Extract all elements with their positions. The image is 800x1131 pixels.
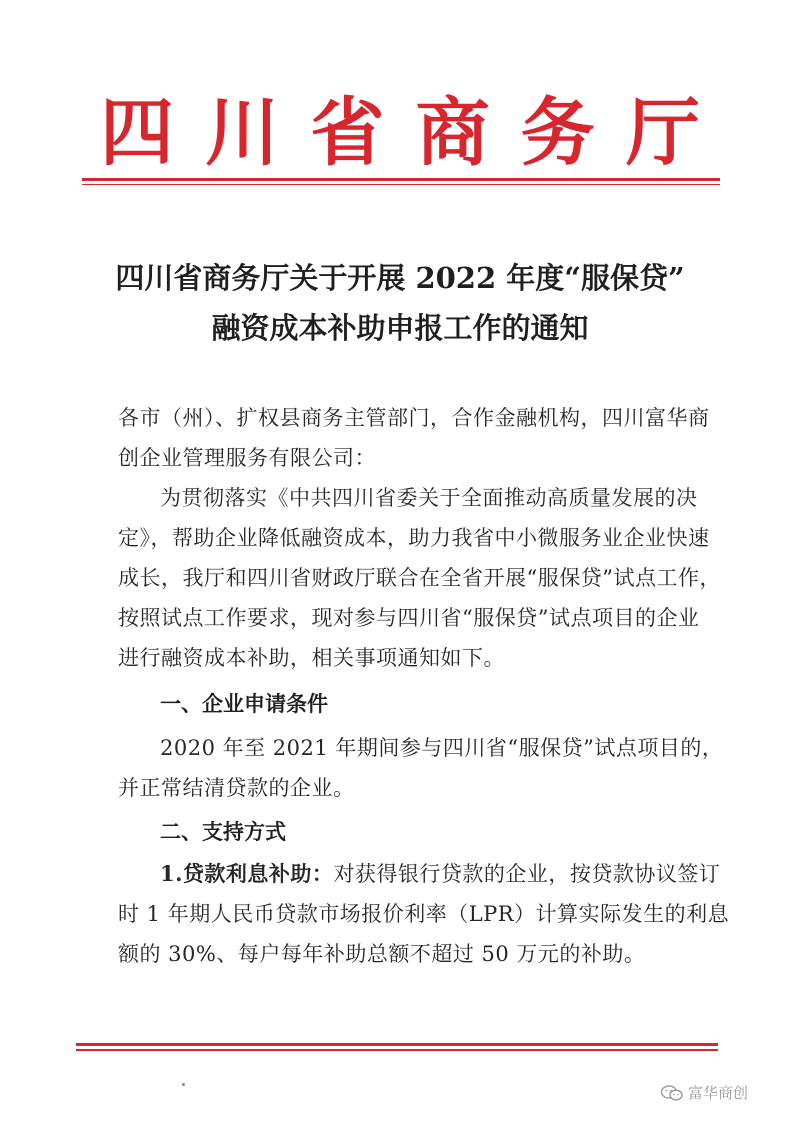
document-title-line-1: 四川省商务厅关于开展 2022 年度“服保贷” <box>115 261 685 295</box>
masthead-char: 商 <box>415 90 490 176</box>
watermark-text: 富华商创 <box>688 1084 749 1102</box>
masthead-char: 务 <box>520 90 595 176</box>
intro-line-4: 按照试点工作要求，现对参与四川省“服保贷”试点项目的企业 <box>118 606 700 630</box>
intro-line-1: 为贯彻落实《中共四川省委关于全面推动高质量发展的决 <box>160 486 698 510</box>
masthead-divider <box>82 178 720 188</box>
section-1-heading: 一、企业申请条件 <box>160 691 328 716</box>
item-1-line-1 <box>160 858 720 888</box>
masthead-char: 四 <box>100 90 174 176</box>
intro-line-3: 成长，我厅和四川省财政厅联合在全省开展“服保贷”试点工作， <box>118 566 721 590</box>
item-1-line-3: 额的 30%、每户每年补助总额不超过 50 万元的补助。 <box>118 942 646 966</box>
section-1-line-2: 并正常结清贷款的企业。 <box>118 776 355 800</box>
item-1-label: 1.贷款利息补助： <box>160 861 334 886</box>
masthead-char: 厅 <box>625 90 700 176</box>
intro-line-2: 定》，帮助企业降低融资成本，助力我省中小微服务业企业快速 <box>118 526 710 550</box>
agency-masthead <box>100 88 700 178</box>
section-1-line-1: 2020 年至 2021 年期间参与四川省“服保贷”试点项目的， <box>160 736 724 760</box>
masthead-char: 川 <box>205 90 280 176</box>
addressee-line-2: 创企业管理服务有限公司： <box>118 446 376 470</box>
item-1-line-1-text: 对获得银行贷款的企业，按贷款协议签订 <box>333 862 721 886</box>
wechat-icon <box>660 1084 684 1102</box>
scan-speck <box>182 1083 185 1086</box>
footer-divider <box>76 1043 718 1055</box>
section-2-heading: 二、支持方式 <box>160 819 286 844</box>
item-1-line-2: 时 1 年期人民币贷款市场报价利率（LPR）计算实际发生的利息 <box>118 902 730 926</box>
intro-line-5: 进行融资成本补助，相关事项通知如下。 <box>118 646 505 670</box>
wechat-watermark <box>660 1082 748 1103</box>
document-title-line-2: 融资成本补助申报工作的通知 <box>211 311 589 345</box>
addressee-line-1: 各市（州）、扩权县商务主管部门，合作金融机构，四川富华商 <box>118 406 710 430</box>
masthead-char: 省 <box>310 90 385 176</box>
